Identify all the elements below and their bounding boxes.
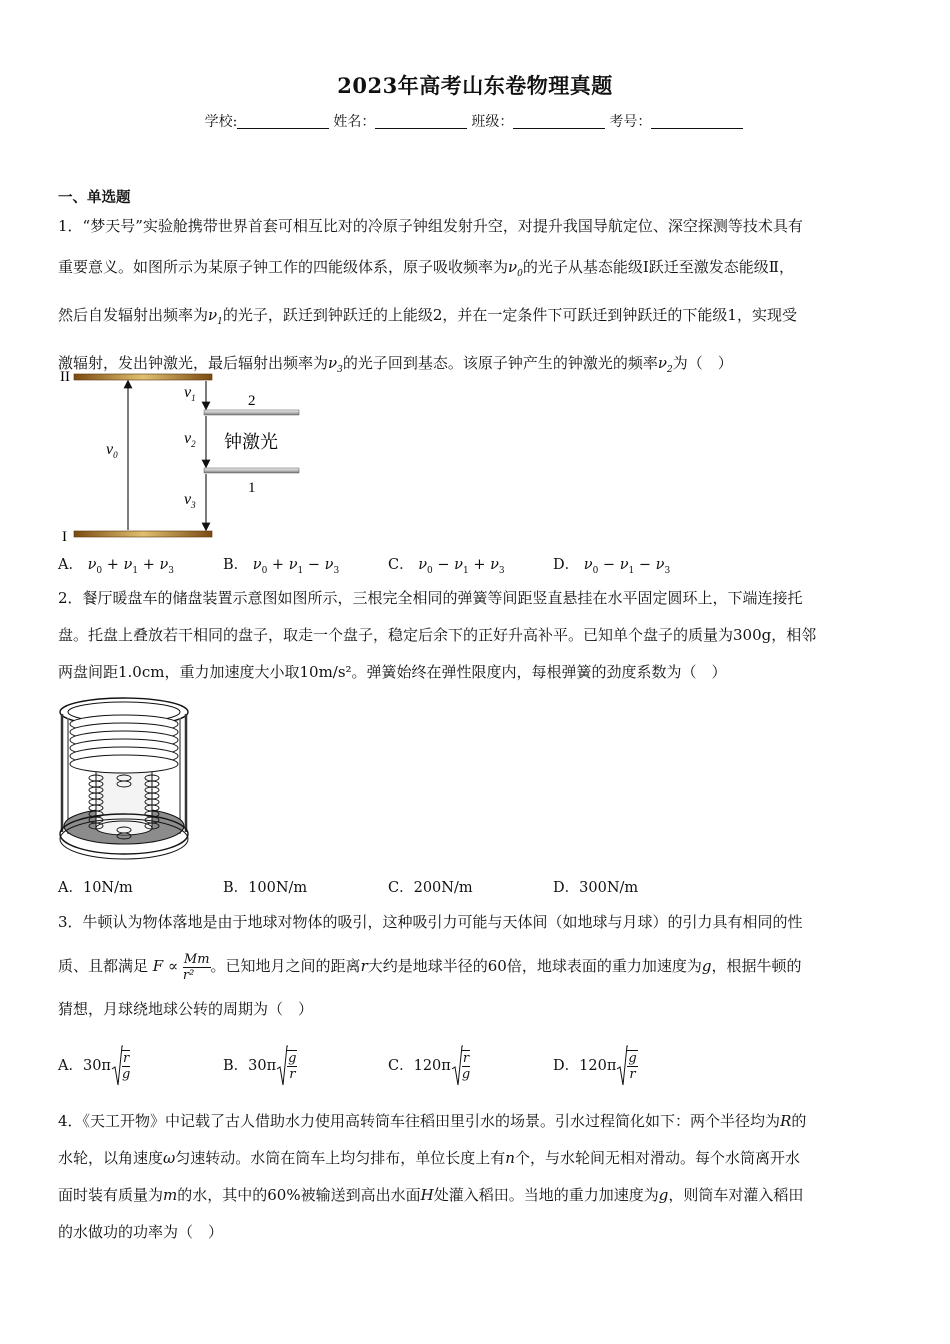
student-info-line xyxy=(0,111,950,131)
name-label: 姓名： xyxy=(333,114,376,130)
q1-nu2: $\nu_2$ xyxy=(657,354,673,375)
plate-warmer-diagram xyxy=(56,694,192,862)
q3-option-d[interactable]: D．120π $\frac{g}{r}$ xyxy=(553,1044,638,1088)
q1-line-3a: 然后自发辐射出频率为 xyxy=(58,306,209,324)
q1-line-1: 1．“梦天号”实验舱携带世界首套可相互比对的冷原子钟组发射升空，对提升我国导航定位、深空探测等技术具有 xyxy=(58,217,803,235)
q1-line-2b: 的光子从基态能级Ⅰ跃迁至激发态能级Ⅱ， xyxy=(522,258,794,276)
q1-line-4c: 为（ ） xyxy=(672,354,733,372)
class-blank[interactable] xyxy=(513,115,605,129)
level-II-label: II xyxy=(60,369,70,385)
q1-nu3: $\nu_3$ xyxy=(328,354,343,375)
q2-line-2: 盘。托盘上叠放若干相同的盘子，取走一个盘子，稳定后余下的正好升高补平。已知单个盘子的质量为300g，相邻 xyxy=(58,626,817,644)
q2-option-b[interactable]: B．100N/m xyxy=(223,880,308,896)
q3-option-a[interactable]: A．30π $\frac{r}{g}$ xyxy=(58,1044,130,1088)
section-title: 一、单选题 xyxy=(58,189,131,206)
q1-nu0: $\nu_0$ xyxy=(508,258,523,279)
level-I-label: I xyxy=(62,529,67,544)
nu0-label: $\nu_0$ xyxy=(106,441,118,460)
name-blank[interactable] xyxy=(375,115,467,129)
q1-line-3b: 的光子，跃迁到钟跃迁的上能级2，并在一定条件下可跃迁到钟跃迁的下能级1，实现受 xyxy=(222,306,797,324)
question-4-stem: 4．《天工开物》中记载了古人借助水力使用高转筒车往稻田里引水的场景。引水过程简化如下：两个半径均为R的 水轮，以角速度ω匀速转动。水筒在筒车上均匀排布，单位长度上有n个，与水轮间无相对滑动。每个水筒离开水 面时装有质量为m的水，其中的60%被输送到高出水面H处灌入稻田。当地的重力加速度为g，则筒车对灌入稻田 的水做功的功率为（ ） xyxy=(58,1112,807,1241)
nu1-label: $\nu_1$ xyxy=(184,384,196,403)
school-label: 学校: xyxy=(204,114,238,130)
q1-line-4a: 激辐射，发出钟激光，最后辐射出频率为 xyxy=(58,354,329,372)
question-1-stem xyxy=(58,206,892,391)
nu2-label: $\nu_2$ xyxy=(184,430,196,449)
exam-title: 2023年高考山东卷物理真题 xyxy=(337,73,613,98)
q1-nu1: $\nu_1$ xyxy=(208,306,223,327)
formula-F: F ∝ xyxy=(152,957,179,975)
question-3-line-1: 3．牛顿认为物体落地是由于地球对物体的吸引，这种吸引力可能与天体间（如地球与月球）的引力具有相同的性 xyxy=(58,913,803,931)
energy-level-diagram xyxy=(58,368,318,544)
nu3-label: $\nu_3$ xyxy=(184,491,196,510)
q3-option-b[interactable]: B．30π $\frac{g}{r}$ xyxy=(223,1044,297,1088)
q1-option-b[interactable]: B． $\nu_0 + \nu_1 - \nu_3$ xyxy=(223,557,340,576)
q2-line-3: 两盘间距1.0cm，重力加速度大小取10m/s²。弹簧始终在弹性限度内，每根弹簧的劲度系数为（ ） xyxy=(58,663,727,681)
level-1-label: 1 xyxy=(248,480,256,496)
question-3-line-3: 猜想，月球绕地球公转的周期为（ ） xyxy=(58,1000,314,1018)
q1-option-a[interactable]: A． $\nu_0 + \nu_1 + \nu_3$ xyxy=(58,557,175,576)
q1-option-c[interactable]: C． $\nu_0 - \nu_1 + \nu_3$ xyxy=(388,557,505,576)
level-2-bar xyxy=(204,410,299,415)
formula-fraction: $\frac{Mm}{\text{r²}}$ xyxy=(182,951,210,983)
level-I-bar xyxy=(74,531,212,537)
q1-option-d[interactable]: D． $\nu_0 - \nu_1 - \nu_3$ xyxy=(553,557,671,576)
q2-option-c[interactable]: C．200N/m xyxy=(388,880,473,896)
level-2-label: 2 xyxy=(248,393,256,409)
q2-option-d[interactable]: D．300N/m xyxy=(553,880,639,896)
q1-line-4b: 的光子回到基态。该原子钟产生的钟激光的频率 xyxy=(342,354,658,372)
laser-label: 钟激光 xyxy=(224,432,278,453)
number-blank[interactable] xyxy=(651,115,743,129)
q2-line-1: 2．餐厅暖盘车的储盘装置示意图如图所示，三根完全相同的弹簧等间距竖直悬挂在水平固定圆环上，下端连接托 xyxy=(58,589,803,607)
level-II-bar xyxy=(74,374,212,380)
school-blank[interactable] xyxy=(237,115,329,129)
q3-option-c[interactable]: C．120π $\frac{r}{g}$ xyxy=(388,1044,470,1088)
question-3-line-2: 质、且都满足 F ∝ $\frac{Mm}{\text{r²}}$ 。已知地月之间的距离r大约是地球半径的60倍，地球表面的重力加速度为g，根据牛顿的 xyxy=(58,951,802,983)
class-label: 班级： xyxy=(471,114,514,130)
number-label: 考号： xyxy=(609,114,652,130)
level-1-bar xyxy=(204,468,299,473)
question-2-stem xyxy=(58,580,892,691)
q1-line-2a: 重要意义。如图所示为某原子钟工作的四能级体系，原子吸收频率为 xyxy=(58,258,509,276)
q2-option-a[interactable]: A．10N/m xyxy=(58,880,133,896)
